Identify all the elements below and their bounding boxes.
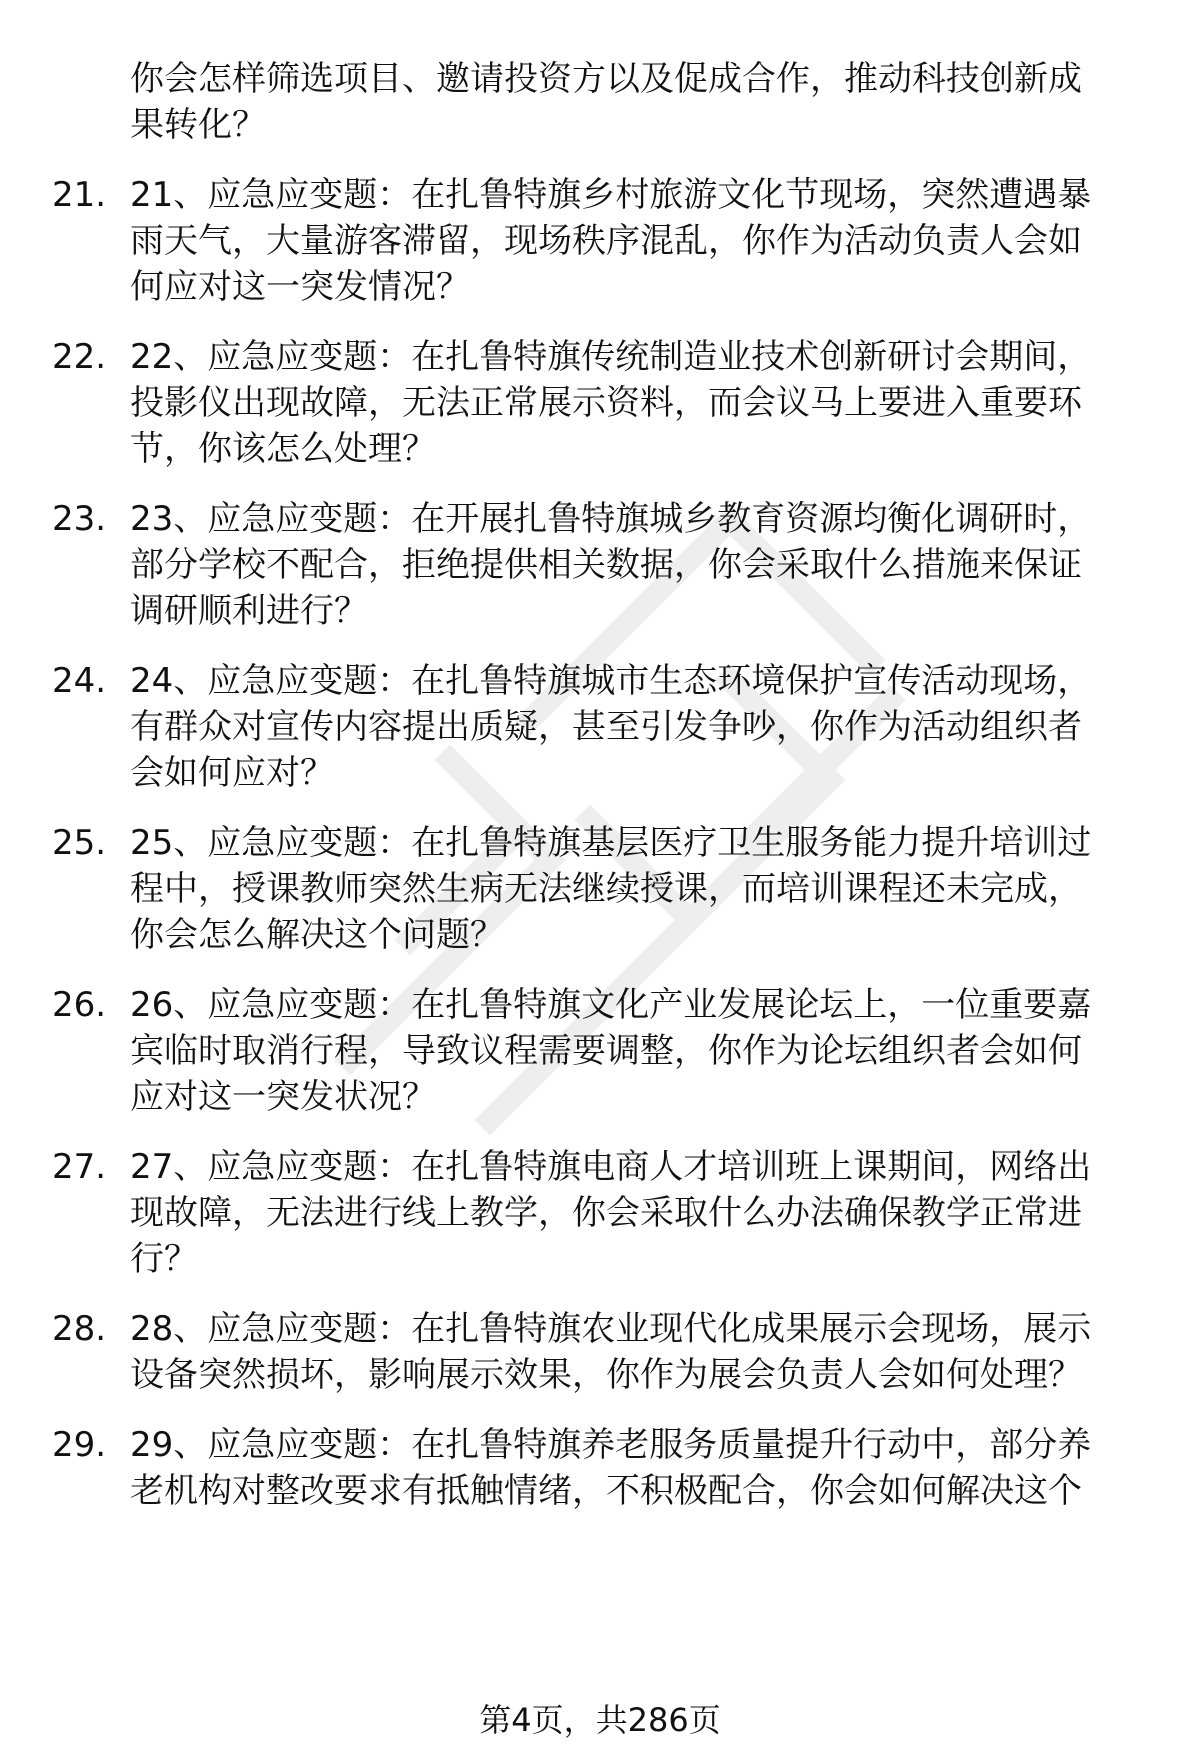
text-line: 何应对这一突发情况？: [130, 267, 470, 307]
text-line: 28、应急应变题：在扎鲁特旗农业现代化成果展示会现场，展示: [130, 1309, 1092, 1349]
list-item-number: 26.: [52, 985, 107, 1025]
text-line: 宾临时取消行程，导致议程需要调整，你作为论坛组织者会如何: [130, 1031, 1082, 1071]
text-line: 有群众对宣传内容提出质疑，甚至引发争吵，你作为活动组织者: [130, 707, 1082, 747]
list-item-number: 22.: [52, 337, 107, 377]
text-line: 25、应急应变题：在扎鲁特旗基层医疗卫生服务能力提升培训过: [130, 823, 1092, 863]
list-item-number: 23.: [52, 499, 107, 539]
text-line: 雨天气，大量游客滞留，现场秩序混乱，你作为活动负责人会如: [130, 221, 1082, 261]
text-line: 22、应急应变题：在扎鲁特旗传统制造业技术创新研讨会期间，: [130, 337, 1092, 377]
list-item-number: 28.: [52, 1309, 107, 1349]
text-line: 你会怎样筛选项目、邀请投资方以及促成合作，推动科技创新成: [130, 59, 1082, 99]
text-line: 29、应急应变题：在扎鲁特旗养老服务质量提升行动中，部分养: [130, 1425, 1092, 1465]
text-line: 设备突然损坏，影响展示效果，你作为展会负责人会如何处理？: [130, 1355, 1082, 1395]
page-number: 第4页，共286页: [479, 1701, 721, 1739]
text-line: 老机构对整改要求有抵触情绪，不积极配合，你会如何解决这个: [130, 1471, 1082, 1511]
text-line: 果转化？: [130, 105, 266, 145]
text-line: 24、应急应变题：在扎鲁特旗城市生态环境保护宣传活动现场，: [130, 661, 1092, 701]
text-line: 你会怎么解决这个问题？: [130, 915, 504, 955]
text-line: 节，你该怎么处理？: [130, 429, 436, 469]
text-line: 程中，授课教师突然生病无法继续授课，而培训课程还未完成，: [130, 869, 1082, 909]
list-item-number: 21.: [52, 175, 107, 215]
text-line: 行？: [130, 1239, 198, 1279]
text-line: 21、应急应变题：在扎鲁特旗乡村旅游文化节现场，突然遭遇暴: [130, 175, 1092, 215]
text-line: 会如何应对？: [130, 753, 334, 793]
text-line: 27、应急应变题：在扎鲁特旗电商人才培训班上课期间，网络出: [130, 1147, 1092, 1187]
text-line: 投影仪出现故障，无法正常展示资料，而会议马上要进入重要环: [130, 383, 1082, 423]
text-line: 应对这一突发状况？: [130, 1077, 436, 1117]
text-line: 26、应急应变题：在扎鲁特旗文化产业发展论坛上，一位重要嘉: [130, 985, 1092, 1025]
text-line: 部分学校不配合，拒绝提供相关数据，你会采取什么措施来保证: [130, 545, 1082, 585]
list-item-number: 24.: [52, 661, 107, 701]
text-line: 现故障，无法进行线上教学，你会采取什么办法确保教学正常进: [130, 1193, 1082, 1233]
list-item-number: 29.: [52, 1425, 107, 1465]
list-item-number: 27.: [52, 1147, 107, 1187]
list-item-number: 25.: [52, 823, 107, 863]
text-line: 调研顺利进行？: [130, 591, 368, 631]
text-line: 23、应急应变题：在开展扎鲁特旗城乡教育资源均衡化调研时，: [130, 499, 1092, 539]
